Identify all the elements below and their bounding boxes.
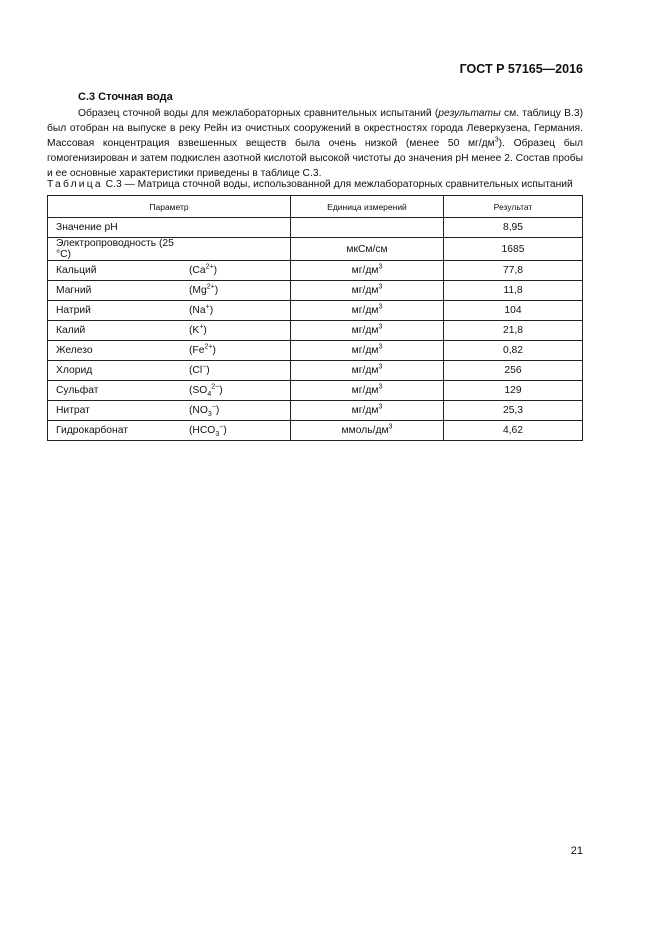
document-code: ГОСТ Р 57165—2016	[459, 62, 583, 76]
formula-close: )	[203, 325, 207, 336]
cell-result: 77,8	[444, 261, 583, 281]
cell-parameter	[48, 238, 291, 261]
cell-unit	[291, 381, 444, 401]
unit-base: мг/дм	[351, 265, 379, 276]
formula-close: )	[206, 365, 210, 376]
cell-unit	[291, 421, 444, 441]
unit-superscript: 3	[378, 323, 383, 331]
parameter-formula	[189, 365, 210, 376]
cell-unit	[291, 341, 444, 361]
formula-subscript: 4	[207, 391, 212, 399]
unit-value	[352, 365, 383, 376]
parameter-name: Нитрат	[56, 405, 90, 416]
header-unit: Единица измерений	[291, 196, 444, 218]
unit-value	[352, 265, 383, 276]
table-row	[48, 421, 583, 441]
parameter-formula	[189, 265, 217, 276]
parameter-name: Железо	[56, 345, 93, 356]
cell-parameter	[48, 321, 291, 341]
cell-result: 11,8	[444, 281, 583, 301]
formula-superscript: −	[202, 363, 207, 371]
cell-parameter	[48, 341, 291, 361]
table-row	[48, 321, 583, 341]
cell-result: 8,95	[444, 218, 583, 238]
formula-base: (Na	[189, 305, 206, 316]
unit-value	[352, 385, 383, 396]
parameter-formula	[189, 285, 218, 296]
unit-base: мг/дм	[351, 305, 379, 316]
formula-base: (NO	[189, 405, 208, 416]
cell-parameter	[48, 361, 291, 381]
unit-value	[352, 345, 383, 356]
unit-value	[346, 244, 387, 255]
para-part-2: см. таблицу В.3) был отобран на выпуске в реку Рейн из очистных сооружений в окрестностях города Леверкузена, Германия. Массовая концентрация взвешенных веществ была очень низкой (менее 50 мг/дм	[47, 108, 584, 149]
formula-superscript: 2+	[204, 343, 213, 351]
unit-base: мг/дм	[351, 365, 379, 376]
para-part-3: ). Образец был гомогенизирован и затем подкислен азотной кислотой высокой чистоты до значения pH менее 2. Состав пробы и ее основные характеристики приведены в таблице С.3.	[47, 138, 583, 179]
parameter-formula	[189, 345, 216, 356]
cell-unit	[291, 301, 444, 321]
unit-base: мг/дм	[351, 405, 379, 416]
formula-subscript: 3	[207, 411, 212, 419]
formula-base: (Mg	[189, 285, 207, 296]
formula-close: )	[223, 425, 227, 436]
unit-superscript: 3	[378, 343, 383, 351]
table-body	[48, 218, 583, 441]
unit-superscript: 3	[378, 403, 383, 411]
parameter-name: Калий	[56, 325, 86, 336]
formula-base: (HCO	[189, 425, 216, 436]
unit-superscript: 3	[378, 263, 383, 271]
section-title: С.3 Сточная вода	[78, 91, 173, 103]
parameter-name: Магний	[56, 285, 92, 296]
parameter-name: Значение pH	[56, 222, 118, 233]
unit-superscript: 3	[378, 383, 383, 391]
parameter-formula	[189, 305, 213, 316]
formula-close: )	[209, 305, 214, 316]
formula-base: (SO	[189, 385, 208, 396]
cell-unit	[291, 261, 444, 281]
table-row	[48, 281, 583, 301]
composition-table	[47, 195, 583, 441]
para-part-1: Образец сточной воды для межлабораторных сравнительных испытаний (	[78, 108, 439, 119]
cell-parameter	[48, 381, 291, 401]
unit-base: ммоль/дм	[341, 425, 389, 436]
formula-subscript: 3	[215, 431, 220, 439]
table-row	[48, 381, 583, 401]
cell-parameter	[48, 401, 291, 421]
section-paragraph	[47, 106, 583, 181]
formula-base: (K	[189, 325, 200, 336]
unit-base: мг/дм	[351, 385, 379, 396]
parameter-formula	[189, 403, 220, 419]
unit-superscript: 3	[378, 303, 383, 311]
header-param: Параметр	[48, 196, 291, 218]
formula-superscript: −	[219, 423, 224, 431]
cell-result: 1685	[444, 238, 583, 261]
cell-parameter	[48, 281, 291, 301]
formula-superscript: −	[211, 403, 216, 411]
parameter-name: Кальций	[56, 265, 97, 276]
parameter-name: Электропроводность (25 °С)	[56, 238, 174, 260]
table-row	[48, 238, 583, 261]
formula-base: (Cl	[189, 365, 203, 376]
cell-result: 0,82	[444, 341, 583, 361]
cell-parameter	[48, 421, 291, 441]
cell-result: 256	[444, 361, 583, 381]
formula-base: (Ca	[189, 265, 206, 276]
formula-superscript: 2+	[205, 263, 214, 271]
unit-value	[342, 425, 393, 436]
parameter-name: Натрий	[56, 305, 91, 316]
formula-close: )	[214, 285, 219, 296]
parameter-formula	[189, 325, 207, 336]
cell-result: 104	[444, 301, 583, 321]
unit-superscript: 3	[388, 423, 393, 431]
unit-base: мг/дм	[351, 325, 379, 336]
parameter-name: Хлорид	[56, 365, 93, 376]
formula-close: )	[213, 265, 218, 276]
cell-unit	[291, 281, 444, 301]
formula-superscript: 2−	[211, 383, 220, 391]
table-row	[48, 218, 583, 238]
table-caption-prefix: Таблица	[47, 179, 103, 190]
unit-superscript: 3	[378, 363, 383, 371]
para-superscript: 3	[494, 136, 499, 144]
table-caption	[47, 179, 607, 190]
header-result: Результат	[444, 196, 583, 218]
formula-close: )	[219, 385, 223, 396]
table-row	[48, 341, 583, 361]
unit-base: мг/дм	[351, 285, 379, 296]
unit-superscript: 3	[378, 283, 383, 291]
formula-superscript: +	[205, 303, 210, 311]
page-number: 21	[570, 845, 583, 857]
unit-base: мг/дм	[351, 345, 379, 356]
unit-value	[352, 285, 383, 296]
table-row	[48, 361, 583, 381]
cell-parameter	[48, 301, 291, 321]
para-italic-word: результаты	[438, 108, 501, 119]
parameter-formula	[189, 383, 223, 399]
unit-value	[352, 325, 383, 336]
table-row	[48, 261, 583, 281]
table-row	[48, 401, 583, 421]
cell-parameter	[48, 261, 291, 281]
formula-superscript: 2+	[206, 283, 215, 291]
unit-value	[352, 405, 383, 416]
unit-base: мкСм/см	[346, 243, 388, 255]
parameter-name: Гидрокарбонат	[56, 425, 128, 436]
cell-unit	[291, 238, 444, 261]
cell-result: 21,8	[444, 321, 583, 341]
cell-result: 129	[444, 381, 583, 401]
parameter-formula	[189, 423, 227, 439]
cell-unit	[291, 321, 444, 341]
cell-result: 4,62	[444, 421, 583, 441]
formula-close: )	[215, 405, 220, 416]
table-row	[48, 301, 583, 321]
cell-unit	[291, 361, 444, 381]
cell-result: 25,3	[444, 401, 583, 421]
unit-value	[352, 305, 383, 316]
table-caption-text: С.3 — Матрица сточной воды, использованной для межлабораторных сравнительных испытаний	[102, 179, 573, 190]
cell-unit	[291, 401, 444, 421]
parameter-name: Сульфат	[56, 385, 99, 396]
formula-superscript: +	[199, 323, 204, 331]
formula-base: (Fe	[189, 345, 205, 356]
cell-parameter	[48, 218, 291, 238]
cell-unit	[291, 218, 444, 238]
table-header-row	[48, 196, 583, 218]
formula-close: )	[212, 345, 216, 356]
